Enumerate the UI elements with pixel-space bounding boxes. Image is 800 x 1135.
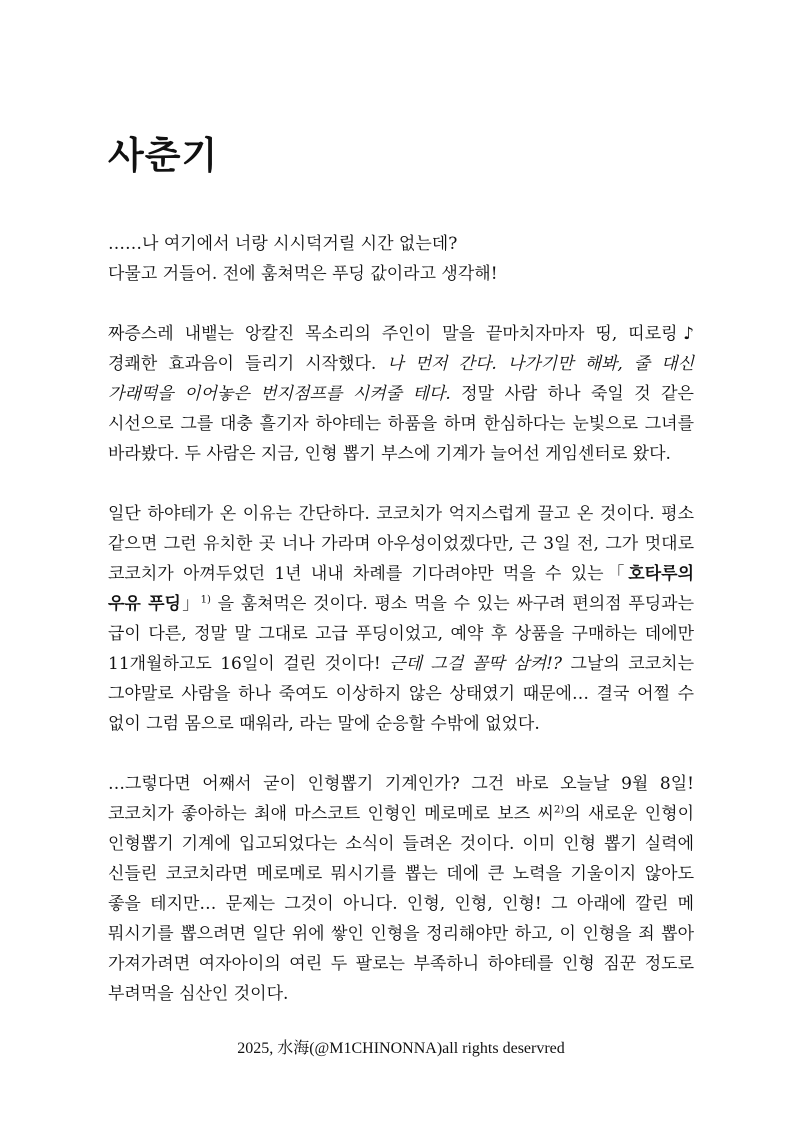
paragraph-3-bold-1: 호타루의 우유 푸딩 [108,564,694,614]
dialogue-paragraph [108,229,694,289]
paragraph-3 [108,499,694,739]
dialogue-line-1: ……나 여기에서 너랑 시시덕거릴 시간 없는데? [108,234,458,254]
paragraph-3-text-2: 」 [180,594,201,614]
copyright-footer: 2025, 水海(@M1CHINONNA)all rights deservred [237,1040,565,1057]
paragraph-2-text-2: 정말 사람 하나 죽일 것 같은 시선으로 그를 대충 흘기자 하야테는 하품을 하며 한심하다는 눈빛으로 그녀를 바라봤다. 두 사람은 지금, 인형 뽑기 부스에 기계가 늘어선 게임센터로 왔다. [108,384,694,464]
paragraph-2-text-1: 짜증스레 내뱉는 앙칼진 목소리의 주인이 말을 끝마치자마자 띵, 띠로링♪ 경쾌한 효과음이 들리기 시작했다. [108,324,694,374]
paragraph-4 [108,769,694,1009]
paragraph-3-text-4: 그날의 코코치는 그야말로 사람을 하나 죽여도 이상하지 않은 상태였기 때문에… 결국 어쩔 수 없이 그럼 몸으로 때워라, 라는 말에 순응할 수밖에 없었다. [108,654,694,734]
document-page [108,0,694,1135]
dialogue-line-2: 다물고 거들어. 전에 훔쳐먹은 푸딩 값이라고 생각해! [108,264,498,284]
page-title: 사춘기 [108,134,219,177]
paragraph-2 [108,319,694,469]
paragraph-4-text-1: …그렇다면 어째서 굳이 인형뽑기 기계인가? 그건 바로 오늘날 9월 8일! 코코치가 좋아하는 최애 마스코트 인형인 메로메로 보즈 씨 [108,774,694,824]
paragraph-4-text-2: 의 새로운 인형이 인형뽑기 기계에 입고되었다는 소식이 들려온 것이다. 이미 인형 뽑기 실력에 신들린 코코치라면 메로메로 뭐시기를 뽑는 데에 큰 노력을 기울이지 않아도 좋을 테지만… 문제는 그것이 아니다. 인형, 인형, 인형! 그 아래에 깔린 메 뭐시기를 뽑으려면 일단 위에 쌓인 인형을 정리해야만 하고, 이 인형을 죄 뽑아 가져가려면 여자아이의 여린 두 팔로는 부족하니 하야테를 인형 짐꾼 정도로 부려먹을 심산인 것이다. [108,804,694,1004]
footnote-ref-2: 2) [553,804,565,816]
story-body [108,229,694,1039]
paragraph-3-italic-1: 근데 그걸 꼴딱 삼켜!? [389,654,563,674]
paragraph-3-text-3: 을 훔쳐먹은 것이다. 평소 먹을 수 있는 싸구려 편의점 푸딩과는 급이 다른, 정말 말 그대로 고급 푸딩이었고, 예약 후 상품을 구매하는 데에만 11개월하고도 16일이 걸린 것이다! [108,594,695,674]
paragraph-2-italic-1: 나 먼저 간다. 나가기만 해봐, 줄 대신 가래떡을 이어놓은 번지점프를 시켜줄 테다. [108,354,694,404]
footnote-ref-1: 1) [200,594,211,606]
paragraph-3-text-1: 일단 하야테가 온 이유는 간단하다. 코코치가 억지스럽게 끌고 온 것이다. 평소 같으면 그런 유치한 곳 너나 가라며 아우성이었겠다만, 근 3일 전, 그가 멋대로 코코치가 아껴두었던 1년 내내 차례를 기다려야만 먹을 수 있는「 [108,504,694,584]
